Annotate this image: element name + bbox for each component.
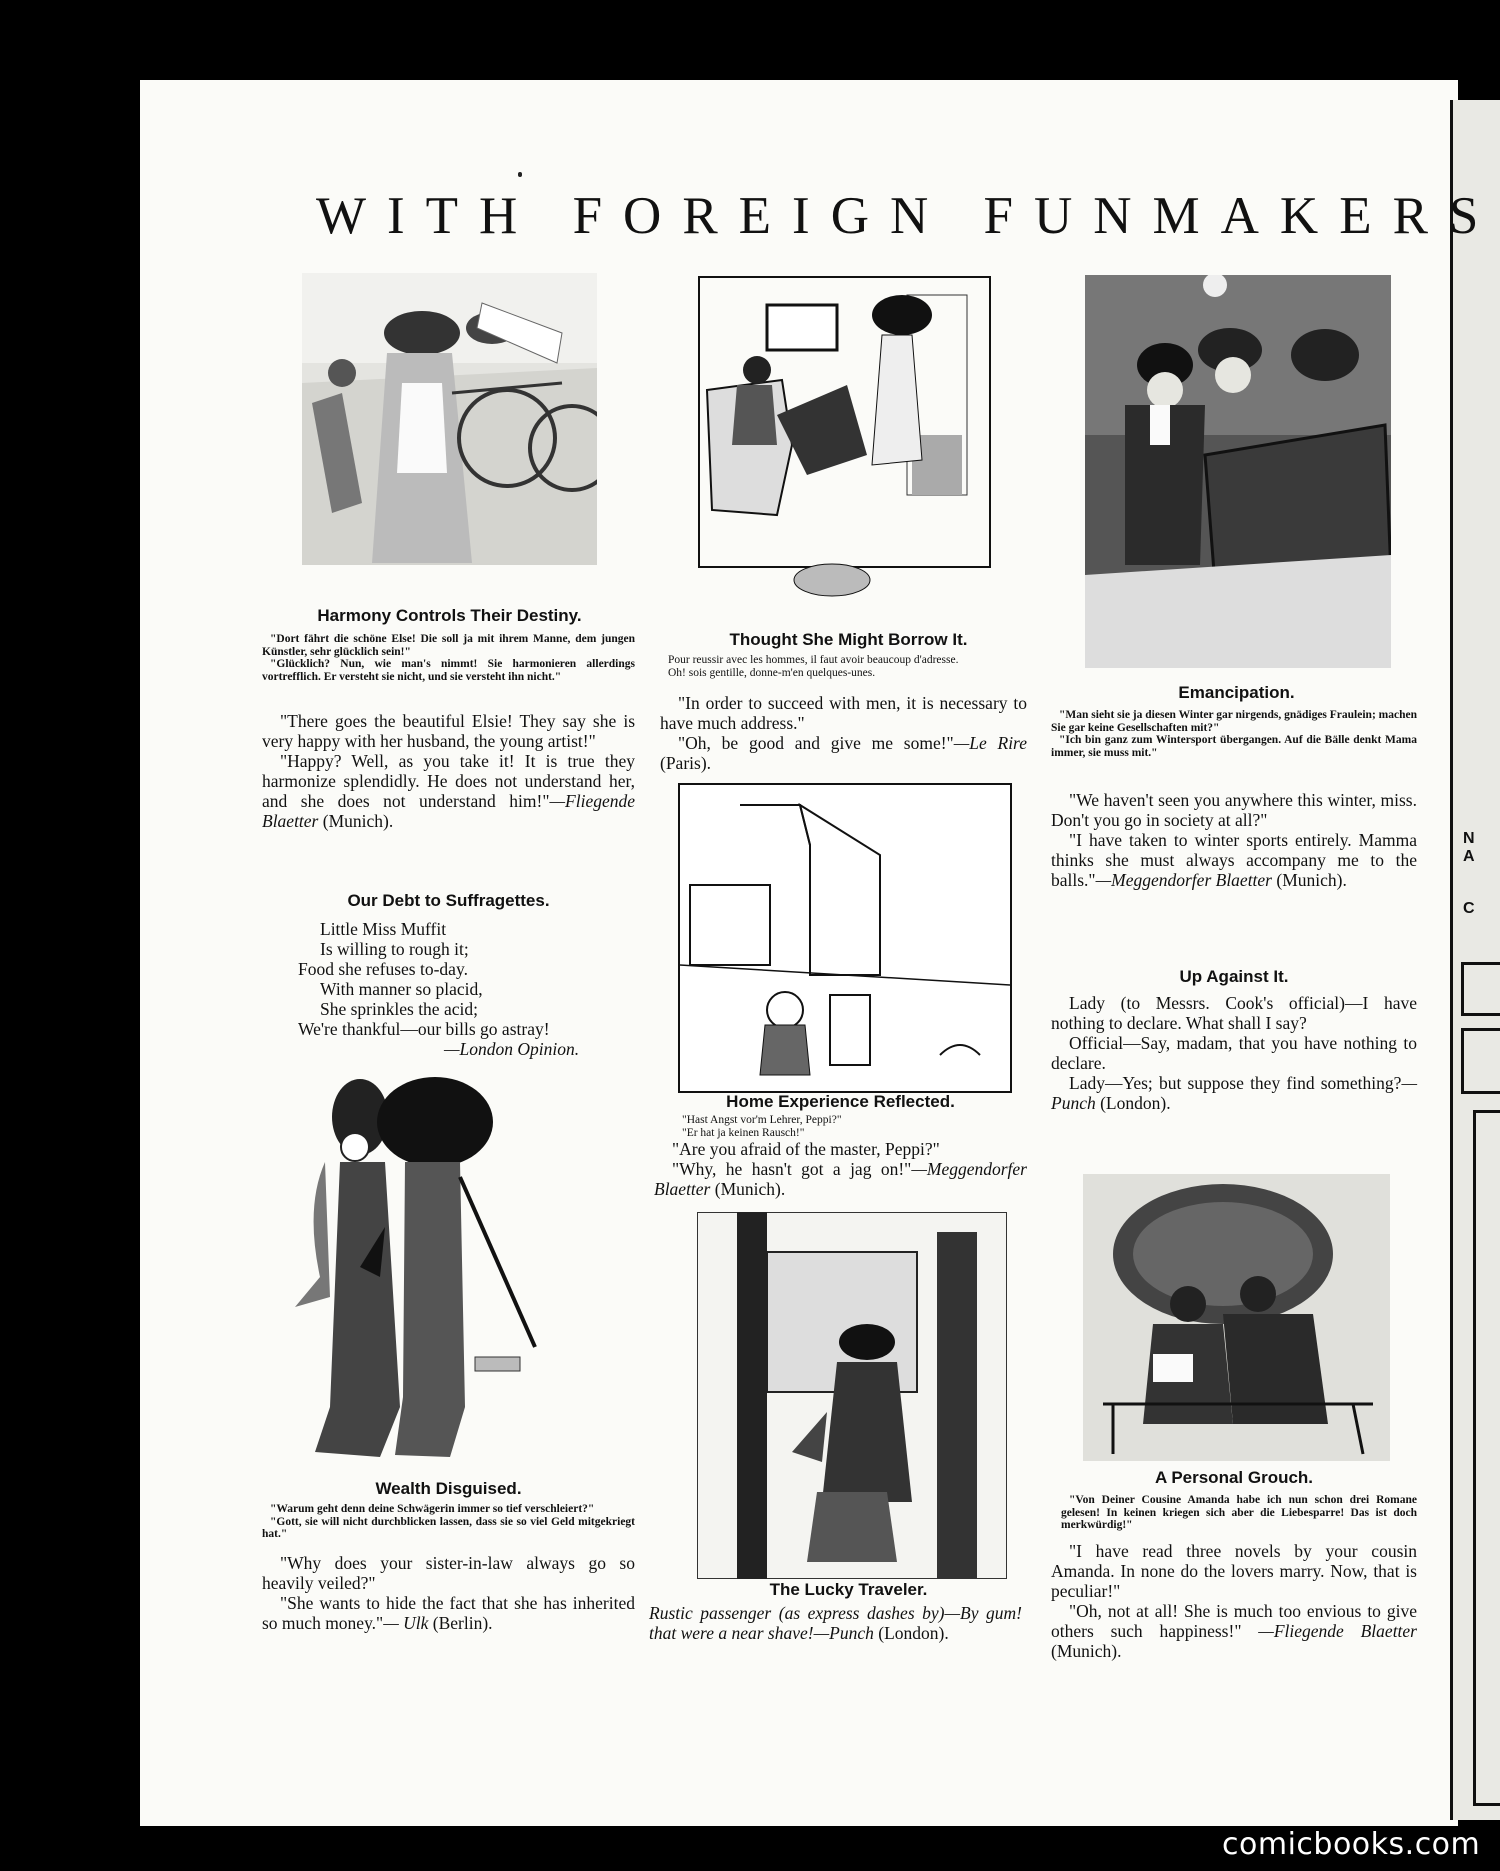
german-line: "Dort fährt die schöne Else! Die soll ja mit ihrem Manne, dem jungen Künstler, sehr glücklich sein!" (262, 633, 635, 658)
poem-suffragettes (298, 919, 648, 1059)
poem-line: We're thankful—our bills go astray! (298, 1019, 550, 1039)
credit-place: (Munich). (714, 1179, 786, 1199)
german-line: "Glücklich? Nun, wie man's nimmt! Sie harmonieren allerdings vortrefflich. Er versteht sie nicht, und sie versteht ihn nicht." (262, 658, 635, 683)
illustration-emancipation (1085, 275, 1391, 668)
german-line: "Gott, sie will nicht durchblicken lassen, dass sie so viel Geld mitgekriegt hat." (262, 1515, 635, 1540)
german-text-borrow (660, 654, 1027, 679)
english-text-emancipation (1051, 790, 1417, 890)
credit-source: —Fliegende Blaetter (1258, 1621, 1417, 1641)
caption-grouch: A Personal Grouch. (1154, 1468, 1314, 1487)
english-line: "Why, he hasn't got a jag on!" (672, 1159, 912, 1179)
english-text-lucky (649, 1603, 1022, 1643)
credit-place: (London). (1100, 1093, 1171, 1113)
caption-suffragettes: Our Debt to Suffragettes. (347, 891, 550, 910)
german-line: Pour reussir avec les hommes, il faut avoir beaucoup d'adresse. (668, 654, 959, 666)
caption-emancipation: Emancipation. (1178, 683, 1295, 702)
illustration-home (678, 783, 1012, 1093)
english-line: Official—Say, madam, that you have nothing to declare. (1051, 1033, 1417, 1073)
credit-source: — Ulk (383, 1613, 429, 1633)
illustration-grouch (1083, 1174, 1390, 1461)
english-line: "In order to succeed with men, it is necessary to have much address." (660, 693, 1027, 733)
german-line: "Von Deiner Cousine Amanda habe ich nun schon drei Romane gelesen! In keinen kriegen sich aber die Liebesparre! Das ist doch merkwürdig!" (1061, 1494, 1417, 1531)
english-line: Rustic passenger (as express dashes by)—By gum! that were a near shave! (649, 1603, 1022, 1643)
german-line: "Hast Angst vor'm Lehrer, Peppi?" (682, 1114, 842, 1126)
german-line: Oh! sois gentille, donne-m'en quelques-unes. (668, 666, 876, 679)
english-line: "There goes the beautiful Elsie! They say she is very happy with her husband, the young artist!" (262, 711, 635, 751)
page-title: WITH FOREIGN FUNMAKERS (316, 187, 1500, 245)
english-line: "Oh, not at all! She is much too envious to give others such happiness!" (1051, 1601, 1417, 1641)
english-line: "We haven't seen you anywhere this winter, miss. Don't you go in society at all?" (1051, 790, 1417, 830)
poem-line: With manner so placid, (320, 979, 483, 999)
german-line: "Man sieht sie ja diesen Winter gar nirgends, gnädiges Fraulein; machen Sie gar keine Gesellschaften mit?" (1051, 709, 1417, 734)
caption-borrow: Thought She Might Borrow It. (729, 630, 968, 649)
illustration-lucky (697, 1212, 1007, 1579)
print-speck (518, 172, 522, 177)
german-line: "Ich bin ganz zum Wintersport übergangen. Auf die Bälle denkt Mama immer, sie muss mit." (1051, 734, 1417, 759)
credit-source: —Le Rire (953, 733, 1027, 753)
caption-lucky: The Lucky Traveler. (769, 1580, 928, 1599)
credit-source: —Punch (1051, 1073, 1417, 1113)
english-text-home (654, 1139, 1027, 1199)
poem-line: Food she refuses to-day. (298, 959, 468, 979)
german-text-wealth (262, 1503, 635, 1541)
english-line: "Happy? Well, as you take it! It is true they harmonize splendidly. He does not understand her, and she does not understand him!" (262, 751, 635, 811)
english-line: "I have read three novels by your cousin Amanda. In none do the lovers marry. Now, that is peculiar!" (1051, 1541, 1417, 1601)
credit-place: (Paris). (660, 753, 712, 773)
english-text-harmony (262, 711, 635, 831)
site-watermark: comicbooks.com (1222, 1827, 1481, 1862)
english-text-grouch (1051, 1541, 1417, 1661)
english-line: "Oh, be good and give me some!" (678, 733, 954, 753)
credit-place: (Munich). (1276, 870, 1347, 890)
credit-place: (Berlin). (432, 1613, 493, 1633)
english-text-wealth (262, 1553, 635, 1633)
german-line: "Warum geht denn deine Schwägerin immer so tief verschleiert?" (270, 1503, 595, 1515)
german-text-harmony (262, 633, 635, 683)
german-text-grouch (1061, 1494, 1417, 1532)
poem-line: Little Miss Muffit (320, 919, 447, 939)
credit-source: —Fliegende Blaetter (262, 791, 635, 831)
english-line: "Why does your sister-in-law always go so heavily veiled?" (262, 1553, 635, 1593)
illustration-wealth (285, 1077, 600, 1457)
english-line: Lady (to Messrs. Cook's official)—I have nothing to declare. What shall I say? (1051, 993, 1417, 1033)
german-text-emancipation (1051, 709, 1417, 759)
credit-source: —Meggendorfer Blaetter (1095, 870, 1272, 890)
caption-home: Home Experience Reflected. (726, 1092, 955, 1111)
english-line: Lady—Yes; but suppose they find something? (1069, 1073, 1402, 1093)
caption-wealth: Wealth Disguised. (375, 1479, 522, 1498)
german-text-home (674, 1114, 1034, 1139)
credit-place: (London). (878, 1623, 949, 1643)
credit-source: —Meggendorfer Blaetter (654, 1159, 1027, 1199)
poem-line: Is willing to rough it; (320, 939, 469, 959)
credit-place: (Munich). (322, 811, 394, 831)
credit-source: —Punch (813, 1623, 874, 1643)
english-text-borrow (660, 693, 1027, 773)
caption-harmony: Harmony Controls Their Destiny. (317, 606, 582, 625)
illustration-harmony (302, 273, 597, 565)
poem-line: She sprinkles the acid; (320, 999, 478, 1019)
english-line: "I have taken to winter sports entirely. Mamma thinks she must always accompany me to the balls." (1051, 830, 1417, 890)
adjacent-page-strip: N A C (1450, 100, 1500, 1820)
credit-place: (Munich). (1051, 1641, 1122, 1661)
english-line: "Are you afraid of the master, Peppi?" (672, 1139, 940, 1159)
english-text-upagainst (1051, 993, 1417, 1113)
english-line: "She wants to hide the fact that she has inherited so much money." (262, 1593, 635, 1633)
caption-upagainst: Up Against It. (1179, 967, 1289, 986)
illustration-borrow (697, 275, 992, 600)
credit-source: —London Opinion. (444, 1039, 580, 1059)
german-line: "Er hat ja keinen Rausch!" (682, 1126, 805, 1139)
